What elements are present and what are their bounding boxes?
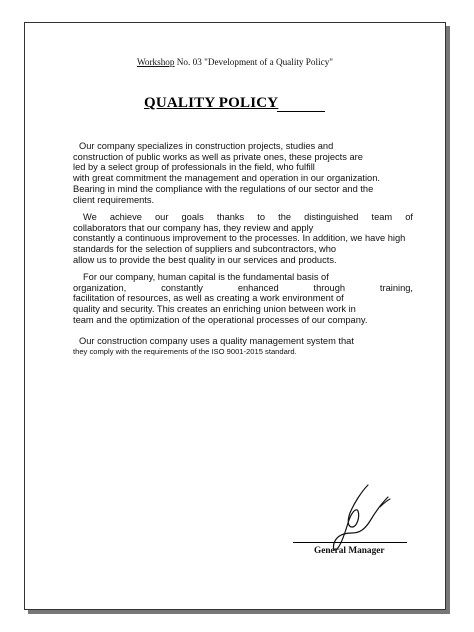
paragraph-line: they comply with the requirements of the ISO 9001-2015 standard. <box>73 346 297 356</box>
paragraph-team-goals <box>73 212 413 266</box>
paragraph-line: We achieve our goals thanks to the distinguished team of <box>83 212 413 222</box>
paragraph-line: allow us to provide the best quality in our services and products. <box>73 254 337 265</box>
paragraph-line: collaborators that our company has, they review and apply <box>73 222 314 233</box>
paragraph-line: organization, constantly enhanced through training, <box>73 282 413 293</box>
page-title: QUALITY POLICY <box>144 95 279 111</box>
paragraph-line: quality and security. This creates an enriching union between work in <box>73 304 356 315</box>
title-underline <box>277 111 325 112</box>
handwritten-signature <box>310 477 410 557</box>
paragraph-line: with great commitment the management and operation in our organization. <box>73 173 380 184</box>
paragraph-line: led by a select group of professionals in the field, who fulfill <box>73 162 315 173</box>
signature-line <box>293 542 407 543</box>
signature-label: General Manager <box>314 546 385 556</box>
workshop-header <box>25 57 445 67</box>
paragraph-line: construction of public works as well as private ones, these projects are <box>73 151 363 162</box>
paragraph-line: client requirements. <box>73 194 155 205</box>
paragraph-line: facilitation of resources, as well as creating a work environment of <box>73 293 344 304</box>
paragraph-line: Bearing in mind the compliance with the regulations of our sector and the <box>73 183 374 194</box>
paragraph-quality-system <box>73 336 413 357</box>
paragraph-line: standards for the selection of suppliers and subcontractors, who <box>73 244 337 255</box>
paragraph-line: team and the optimization of the operational processes of our company. <box>73 314 368 325</box>
document-page <box>24 22 446 610</box>
paragraph-line: constantly a continuous improvement to the processes. In addition, we have high <box>73 233 406 244</box>
paragraph-line: Our company specializes in construction projects, studies and <box>79 141 334 151</box>
workshop-title: No. 03 "Development of a Quality Policy" <box>174 57 334 67</box>
paragraph-company-specialization <box>73 141 413 205</box>
paragraph-human-capital <box>73 272 413 326</box>
paragraph-line: For our company, human capital is the fundamental basis of <box>83 272 329 282</box>
workshop-word: Workshop <box>136 57 175 67</box>
paragraph-line: Our construction company uses a quality management system that <box>79 336 354 346</box>
